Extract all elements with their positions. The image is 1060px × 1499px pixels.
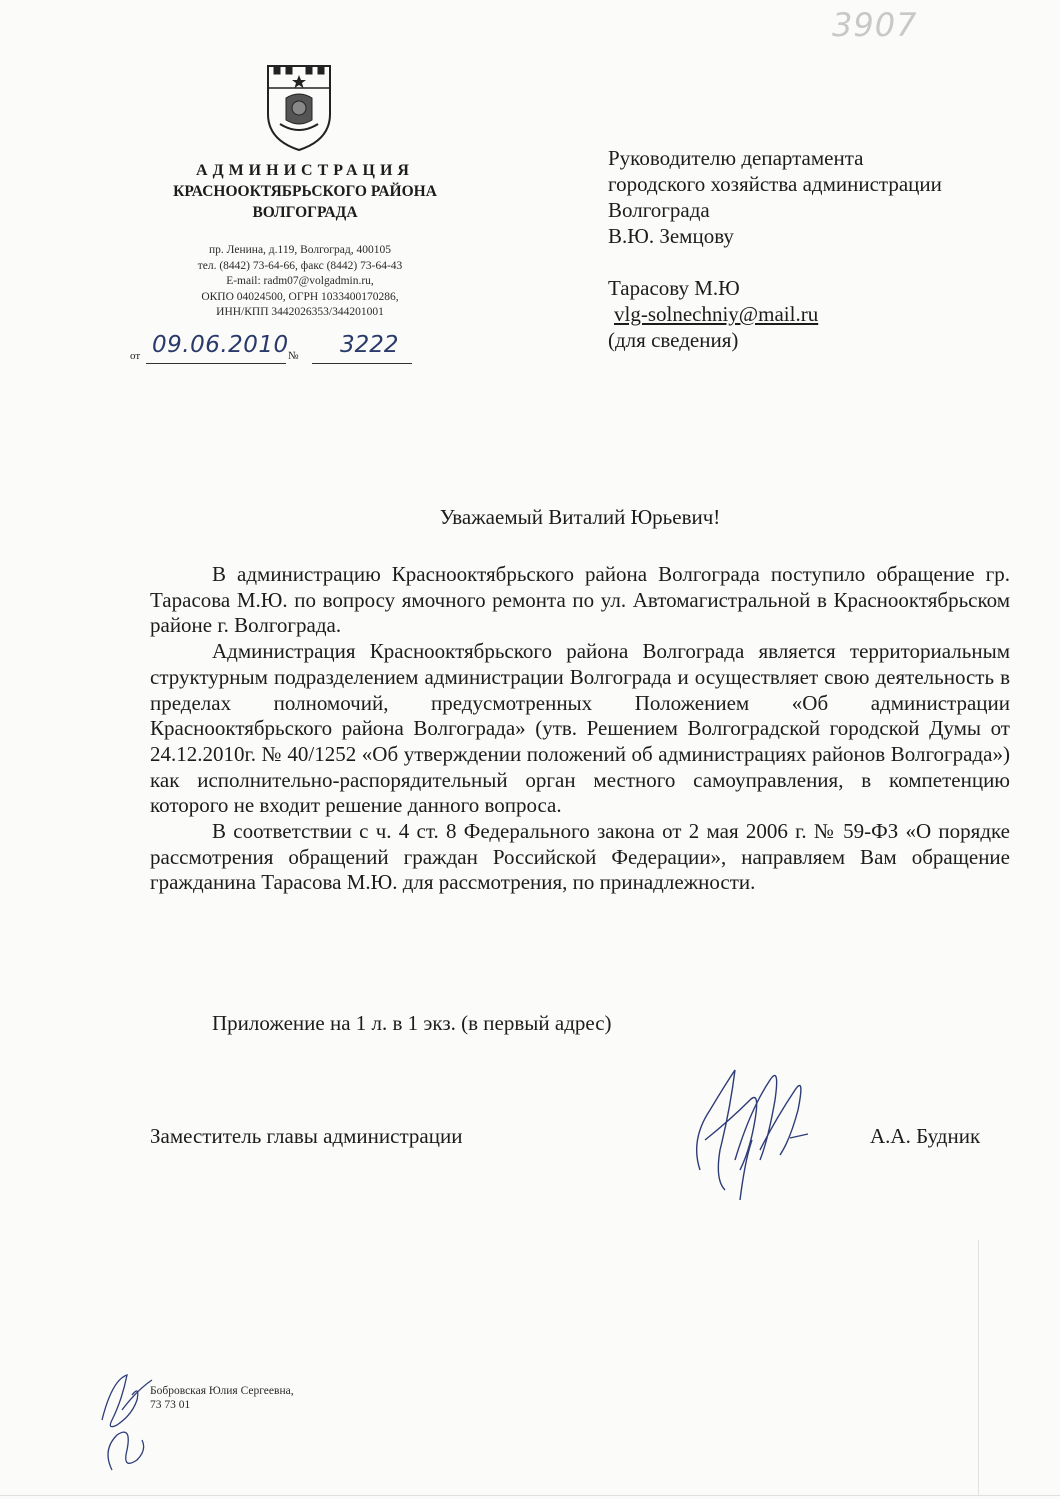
addressee-line-7: (для сведения) [608,328,739,352]
org-address: пр. Ленина, д.119, Волгоград, 400105 [209,244,391,256]
org-line-2: КРАСНООКТЯБРЬСКОГО РАЙОНА [173,183,437,200]
incoming-stamp-number: 3907 [832,6,918,44]
addressee-line-1: Руководителю департамента [608,146,864,170]
org-contacts [150,243,450,321]
date-underline [146,363,286,364]
addressee-email-link[interactable]: vlg-solnechniy@mail.ru [614,302,819,326]
org-okpo: ОКПО 04024500, ОГРН 1033400170286, [201,290,399,303]
org-line-1: АДМИНИСТРАЦИЯ [196,162,414,179]
scan-bottom-line [0,1495,1060,1496]
handwritten-number: 3222 [340,332,399,358]
signer-position: Заместитель главы администрации [150,1124,463,1148]
executor-phone: 73 73 01 [150,1399,191,1411]
org-phone: тел. (8442) 73-64-66, факс (8442) 73-64-43 [197,259,403,272]
org-inn: ИНН/КПП 3442026353/344201001 [216,306,384,318]
body-paragraph-1: В администрацию Краснооктябрьского района Волгограда поступило обращение гр. Тарасова М.Ю. по вопросу ямочного ремонта по ул. Автомагистральной в Краснооктябрьском районе г. Волгограда. [150,562,1010,638]
handwritten-signature-icon [680,1050,820,1210]
registration-line [130,330,420,370]
coat-of-arms-icon [264,62,334,152]
signer-name: А.А. Будник [870,1124,981,1148]
scan-edge [978,1240,979,1495]
body-paragraph-3: В соответствии с ч. 4 ст. 8 Федерального закона от 2 мая 2006 г. № 59-ФЗ «О порядке рассмотрения обращений граждан Российской Федерации», направляем Вам обращение гражданина Тарасова М.Ю. для рассмотрения, по принадлежности. [150,819,1010,895]
addressee-line-4: В.Ю. Земцову [608,224,734,248]
number-underline [312,363,412,364]
greeting: Уважаемый Виталий Юрьевич! [439,505,721,529]
organization-name [130,160,480,223]
addressee-block [608,145,1028,353]
letter-body [150,562,1010,896]
org-line-3: ВОЛГОГРАДА [252,204,358,221]
org-email: E-mail: radm07@volgadmin.ru, [226,275,374,287]
date-label: от [130,350,141,362]
addressee-line-3: Волгограда [608,198,710,222]
executor-name: Бобровская Юлия Сергеевна, [150,1385,294,1397]
handwritten-date: 09.06.2010 [152,332,289,358]
number-label: № [288,350,299,362]
addressee-line-5: Тарасову М.Ю [608,276,740,300]
body-paragraph-2: Администрация Краснооктябрьского района Волгограда является территориальным структурным подразделением администрации Волгограда и осуществляет свою деятельность в пределах полномочий, предусмотренных Положением «Об администрации Краснооктябрьского района Волгограда» (утв. Решением Волгоградской городской Думы от 24.12.2010г. № 40/1252 «Об утверждении положений об администрациях районов Волгограда») как исполнительно-распорядительный орган местного самоуправления, в компетенцию которого не входит решение данного вопроса. [150,639,1010,818]
addressee-line-2: городского хозяйства администрации [608,172,942,196]
executor-info [150,1384,294,1412]
attachment-note: Приложение на 1 л. в 1 экз. (в первый адрес) [212,1011,612,1035]
